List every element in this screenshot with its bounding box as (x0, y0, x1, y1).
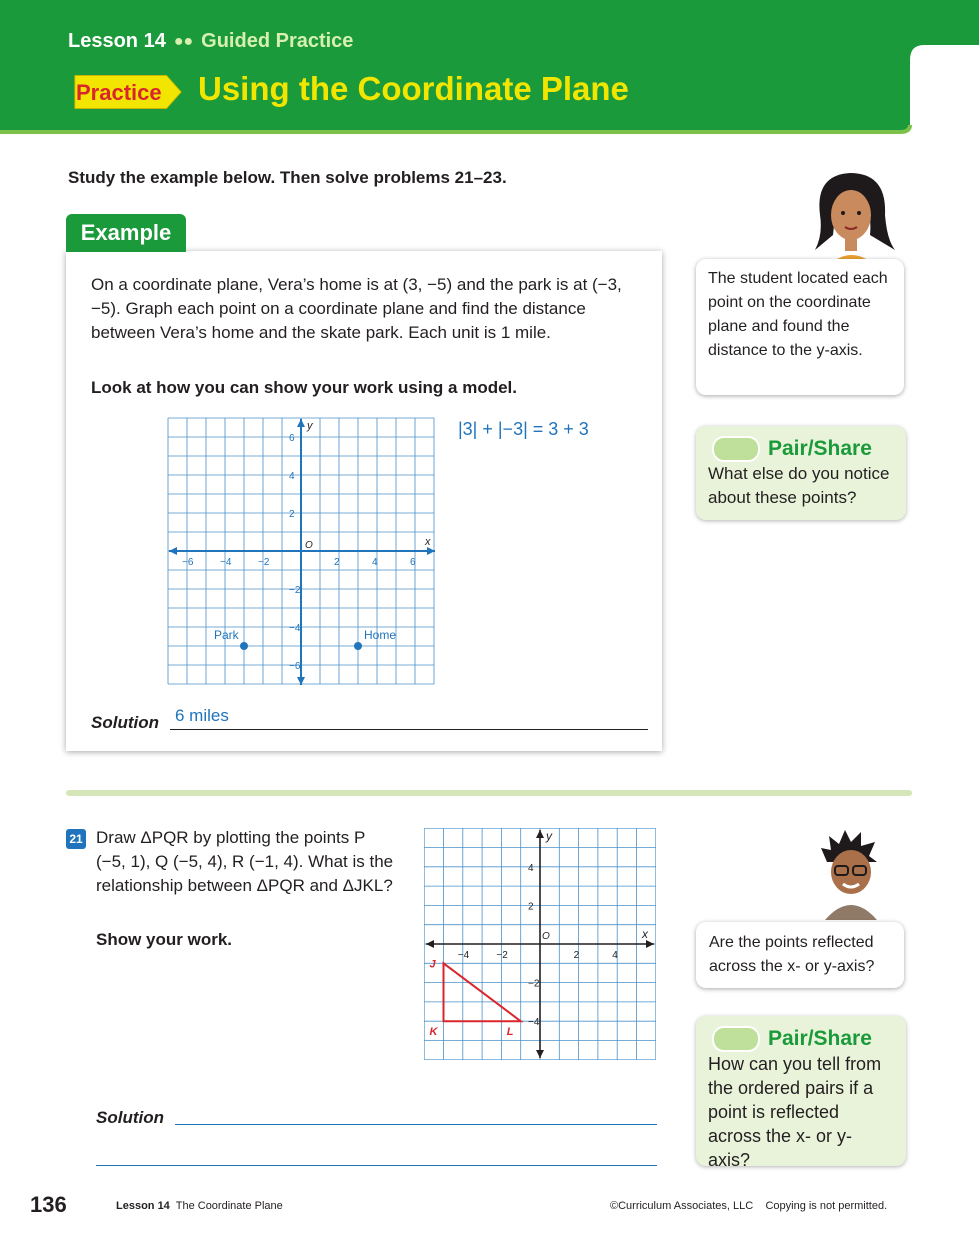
origin-label-2: O (542, 931, 550, 942)
copyright-text: ©Curriculum Associates, LLC (610, 1200, 754, 1212)
student-girl-avatar (795, 165, 905, 265)
pair-share-1-text: What else do you notice about these points? (708, 464, 890, 507)
copy-notice: Copying is not permitted. (765, 1200, 888, 1212)
vertex-label-j: J (429, 958, 436, 971)
footer-copyright (610, 1200, 887, 1212)
x-tick-label: −4 (220, 557, 232, 568)
pair-share-1 (696, 426, 906, 520)
problem-text: Draw ΔPQR by plotting the points P (−5, 1), Q (−5, 4), R (−1, 4). What is the relationship between ΔPQR and ΔJKL? (96, 828, 394, 895)
y-tick-label-2: −2 (528, 978, 540, 990)
student-bubble-1 (696, 259, 904, 395)
example-look: Look at how you can show your work using a model. (91, 378, 517, 397)
origin-label: O (305, 540, 313, 551)
pair-share-2 (696, 1016, 906, 1170)
point-home (354, 642, 362, 650)
footer-lesson (116, 1200, 283, 1212)
point-park (240, 642, 248, 650)
y-tick-label: 2 (289, 509, 295, 520)
show-work-label: Show your work. (96, 930, 233, 949)
y-tick-label: −4 (289, 623, 301, 634)
x-tick-label: −6 (182, 557, 194, 568)
lesson-line (68, 30, 353, 53)
pair-share-2-text: How can you tell from the ordered pairs if a point is reflected across the x- or y-axis? (708, 1054, 882, 1170)
x-tick-label: 2 (334, 557, 340, 568)
chat-bubbles-icon-2 (712, 1026, 760, 1052)
y-tick-label: −2 (289, 585, 301, 596)
chat-bubbles-icon (712, 436, 760, 462)
vertex-label-k: K (429, 1026, 438, 1039)
section-divider (66, 790, 912, 796)
instructions: Study the example below. Then solve problems 21–23. (68, 168, 507, 187)
pair-share-1-title: Pair/Share (768, 437, 872, 460)
student-boy-avatar (815, 828, 885, 920)
problem-solution-label: Solution (96, 1108, 164, 1127)
x-tick-label-2: −2 (496, 950, 508, 961)
x-tick-label: −2 (258, 557, 270, 568)
y-tick-label: −6 (289, 661, 301, 672)
student-bubble-2-text: Are the points reflected across the x- or y-axis? (709, 934, 875, 975)
page-number: 136 (30, 1192, 67, 1217)
lesson-label: Lesson 14 (68, 30, 166, 52)
problem-solution-line-2[interactable] (96, 1165, 657, 1166)
page-title: Using the Coordinate Plane (198, 70, 629, 107)
example-solution-label: Solution (91, 713, 159, 732)
y-tick-label-2: 2 (528, 901, 534, 913)
x-tick-label: 4 (372, 557, 378, 568)
pair-share-2-title: Pair/Share (768, 1027, 872, 1050)
example-graph (167, 417, 439, 689)
example-tab: Example (66, 214, 186, 252)
problem-graph (424, 828, 656, 1060)
guided-practice-label: Guided Practice (201, 30, 354, 52)
x-tick-label-2: 2 (573, 950, 580, 961)
point-label-park: Park (214, 628, 239, 642)
y-tick-label: 6 (289, 433, 295, 444)
student-bubble-2 (696, 922, 904, 988)
x-tick-label-2: −4 (457, 950, 470, 961)
y-tick-label-2: 4 (528, 862, 534, 874)
y-axis-label: y (307, 420, 313, 432)
x-axis-label-2: x (642, 927, 648, 941)
problem-number: 21 (66, 829, 86, 849)
y-tick-label-2: −4 (528, 1017, 540, 1029)
footer-lesson-label: Lesson 14 (116, 1200, 170, 1212)
vertex-label-l: L (506, 1026, 514, 1039)
y-tick-label: 4 (289, 471, 295, 482)
people-icon: ●● (173, 32, 194, 50)
x-tick-label: 6 (410, 557, 416, 568)
x-axis-label: x (425, 536, 431, 548)
example-equation: |3| + |−3| = 3 + 3 (458, 419, 589, 439)
point-label-home: Home (364, 628, 397, 642)
example-solution-answer: 6 miles (175, 706, 229, 725)
x-tick-label-2: 4 (612, 950, 618, 961)
student-bubble-1-text: The student located each point on the coordinate plane and found the distance to the y-axis. (708, 270, 888, 359)
practice-tag-label: Practice (76, 80, 162, 105)
problem-solution-line[interactable] (175, 1124, 657, 1125)
y-axis-label-2: y (546, 829, 552, 843)
example-paragraph: On a coordinate plane, Vera’s home is at (3, −5) and the park is at (−3, −5). Graph each point on a coordinate plane and find the distance between Vera’s home and the skate park. Each unit is 1 mile. (91, 275, 622, 342)
footer-lesson-title: The Coordinate Plane (175, 1200, 283, 1212)
example-solution-line (170, 729, 648, 730)
